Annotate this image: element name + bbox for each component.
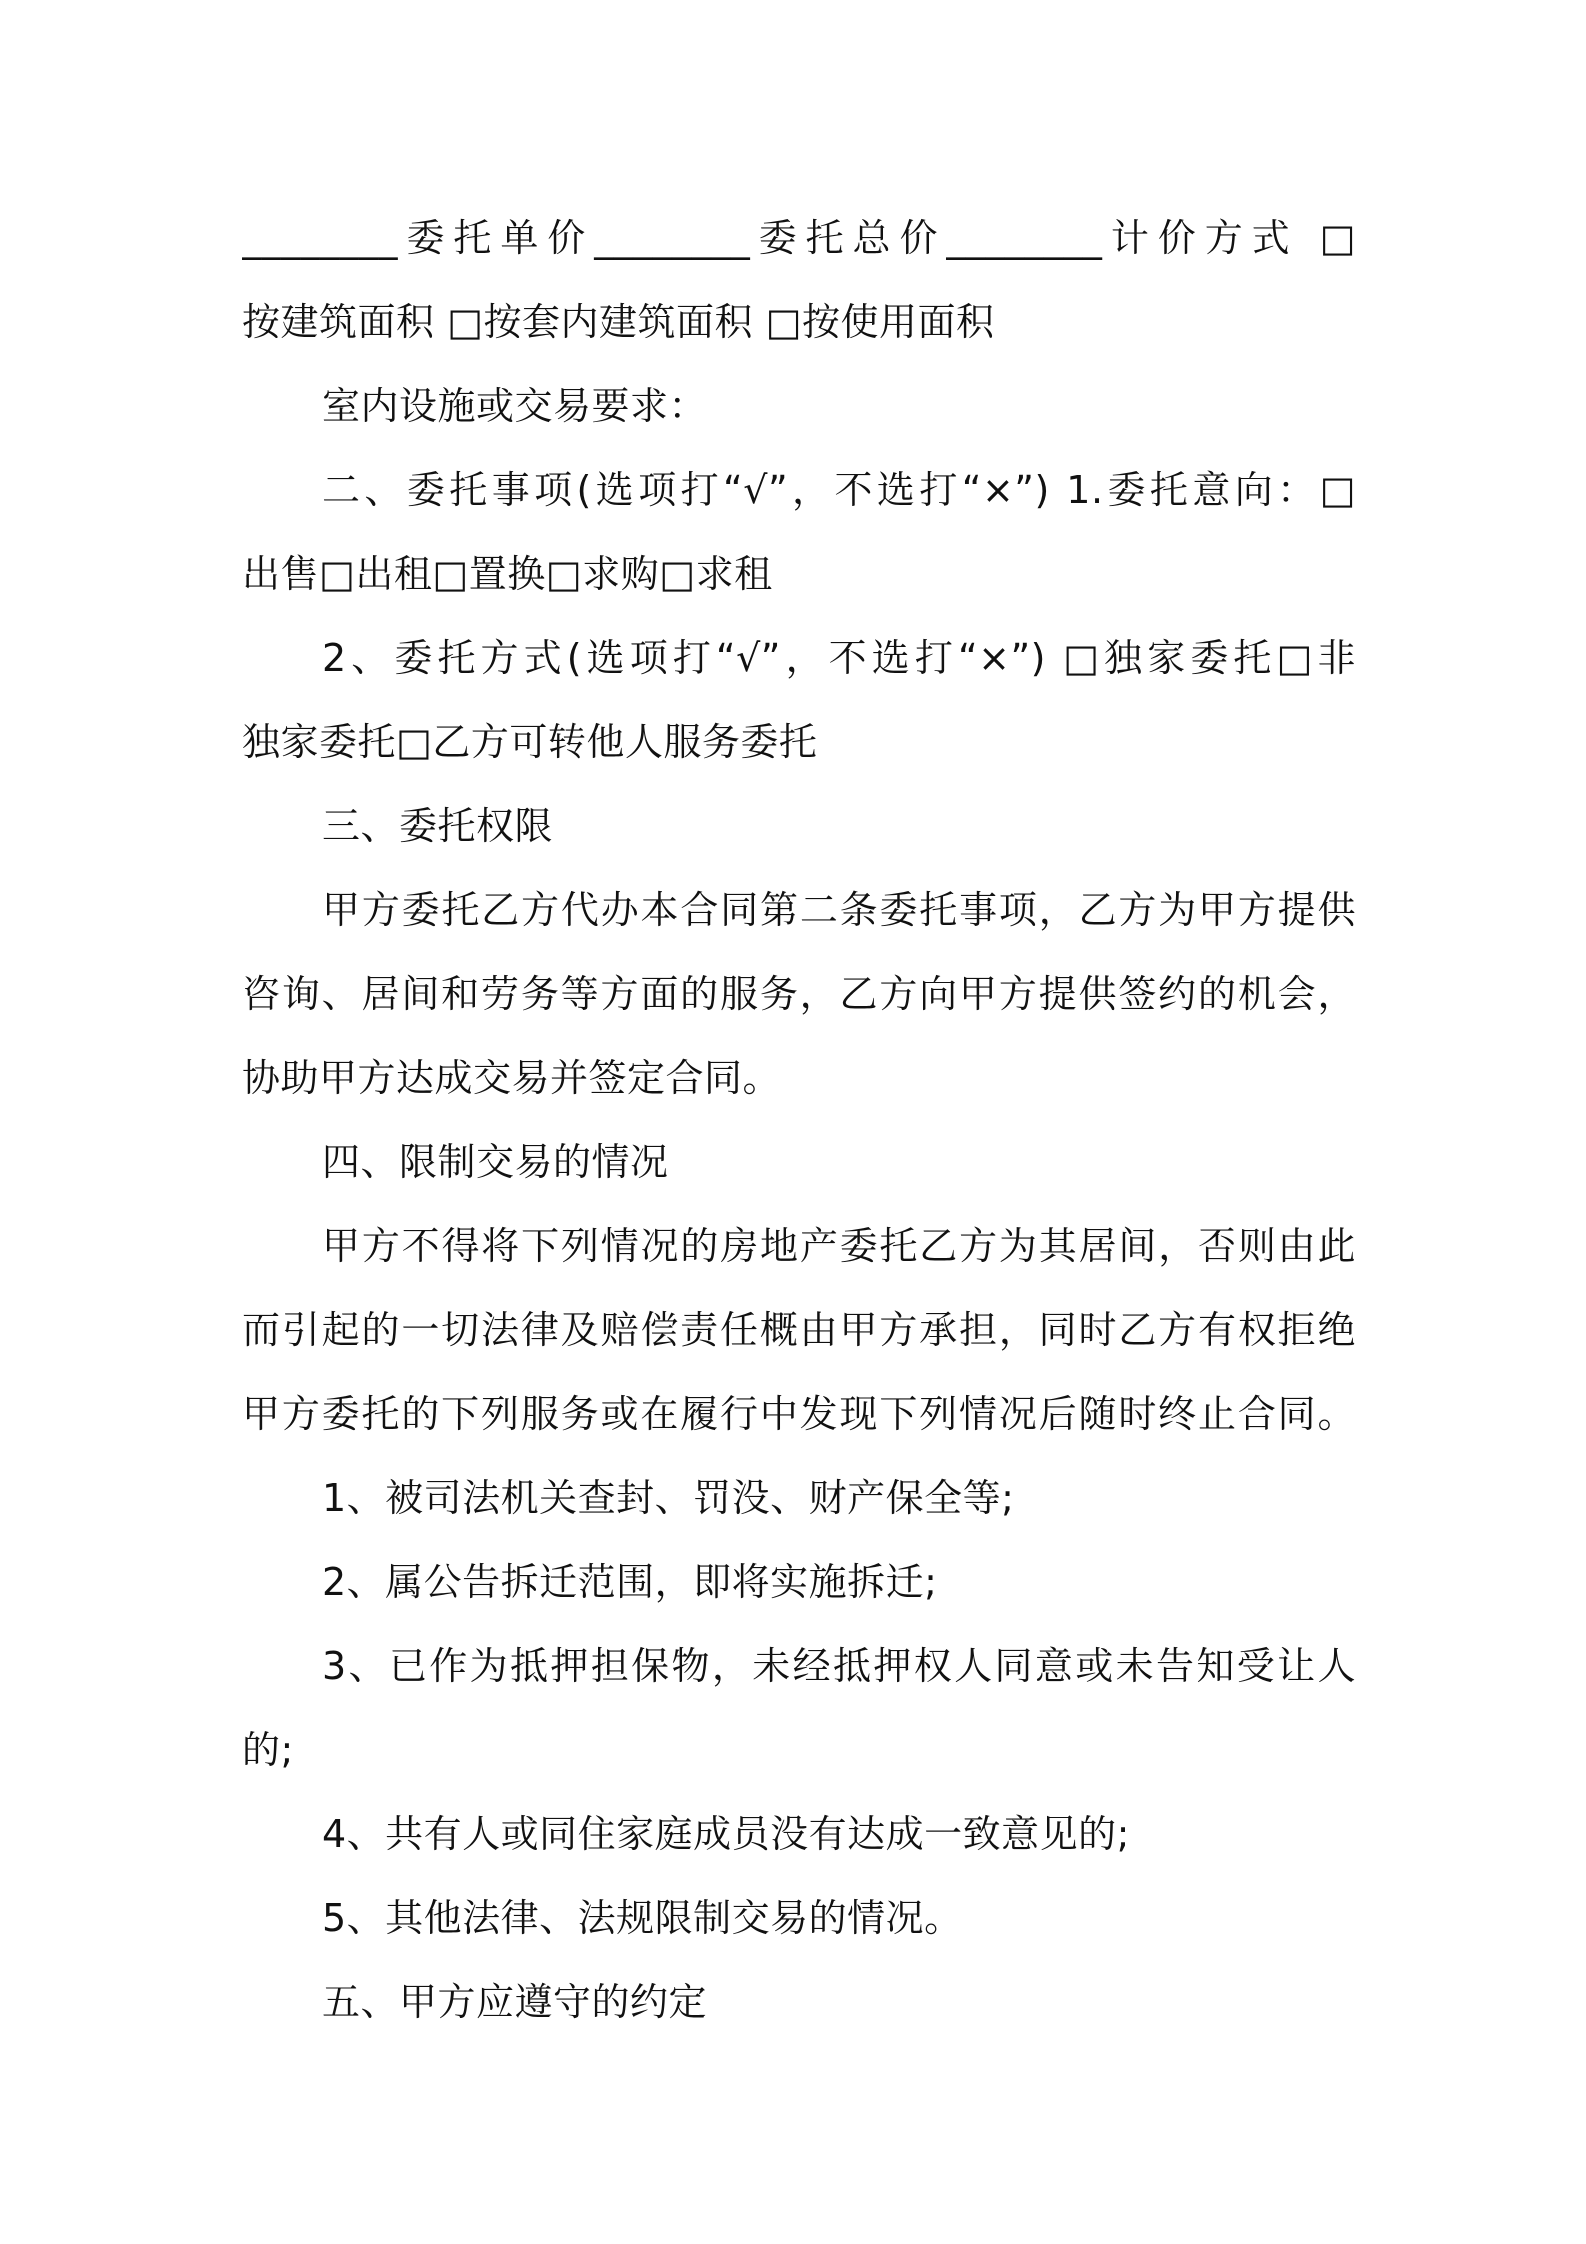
section-heading: 三、委托权限 [322, 804, 554, 848]
text-line: 甲方委托的下列服务或在履行中发现下列情况后随时终止合同。 [242, 1392, 1356, 1436]
text-line: 协助甲方达成交易并签定合同。 [242, 1056, 782, 1100]
text-line: 而引起的一切法律及赔偿责任概由甲方承担，同时乙方有权拒绝 [242, 1308, 1356, 1352]
list-item: 3、已作为抵押担保物，未经抵押权人同意或未告知受让人 [322, 1644, 1356, 1688]
text-line: 室内设施或交易要求： [322, 384, 708, 428]
text-line: 的; [242, 1728, 294, 1772]
document-body [242, 196, 1356, 2044]
text-line: 二、委托事项(选项打“√”，不选打“×”) 1.委托意向：□ [322, 468, 1356, 512]
text-line: 独家委托□乙方可转他人服务委托 [242, 720, 818, 764]
list-item: 5、其他法律、法规限制交易的情况。 [322, 1896, 963, 1940]
text-line: 2、委托方式(选项打“√”，不选打“×”) □独家委托□非 [322, 636, 1356, 680]
section-heading: 五、甲方应遵守的约定 [322, 1980, 708, 2024]
list-item: 2、属公告拆迁范围，即将实施拆迁; [322, 1560, 938, 1604]
list-item: 1、被司法机关查封、罚没、财产保全等; [322, 1476, 1015, 1520]
text-line: 出售□出租□置换□求购□求租 [242, 552, 773, 596]
text-line: 甲方不得将下列情况的房地产委托乙方为其居间，否则由此 [322, 1224, 1356, 1268]
text-line: ________委托单价________委托总价________计价方式 □ [242, 216, 1356, 260]
section-heading: 四、限制交易的情况 [322, 1140, 669, 1184]
text-line: 咨询、居间和劳务等方面的服务，乙方向甲方提供签约的机会， [242, 972, 1356, 1016]
text-line: 按建筑面积 □按套内建筑面积 □按使用面积 [242, 300, 995, 344]
text-line: 甲方委托乙方代办本合同第二条委托事项，乙方为甲方提供 [322, 888, 1356, 932]
list-item: 4、共有人或同住家庭成员没有达成一致意见的; [322, 1812, 1130, 1856]
